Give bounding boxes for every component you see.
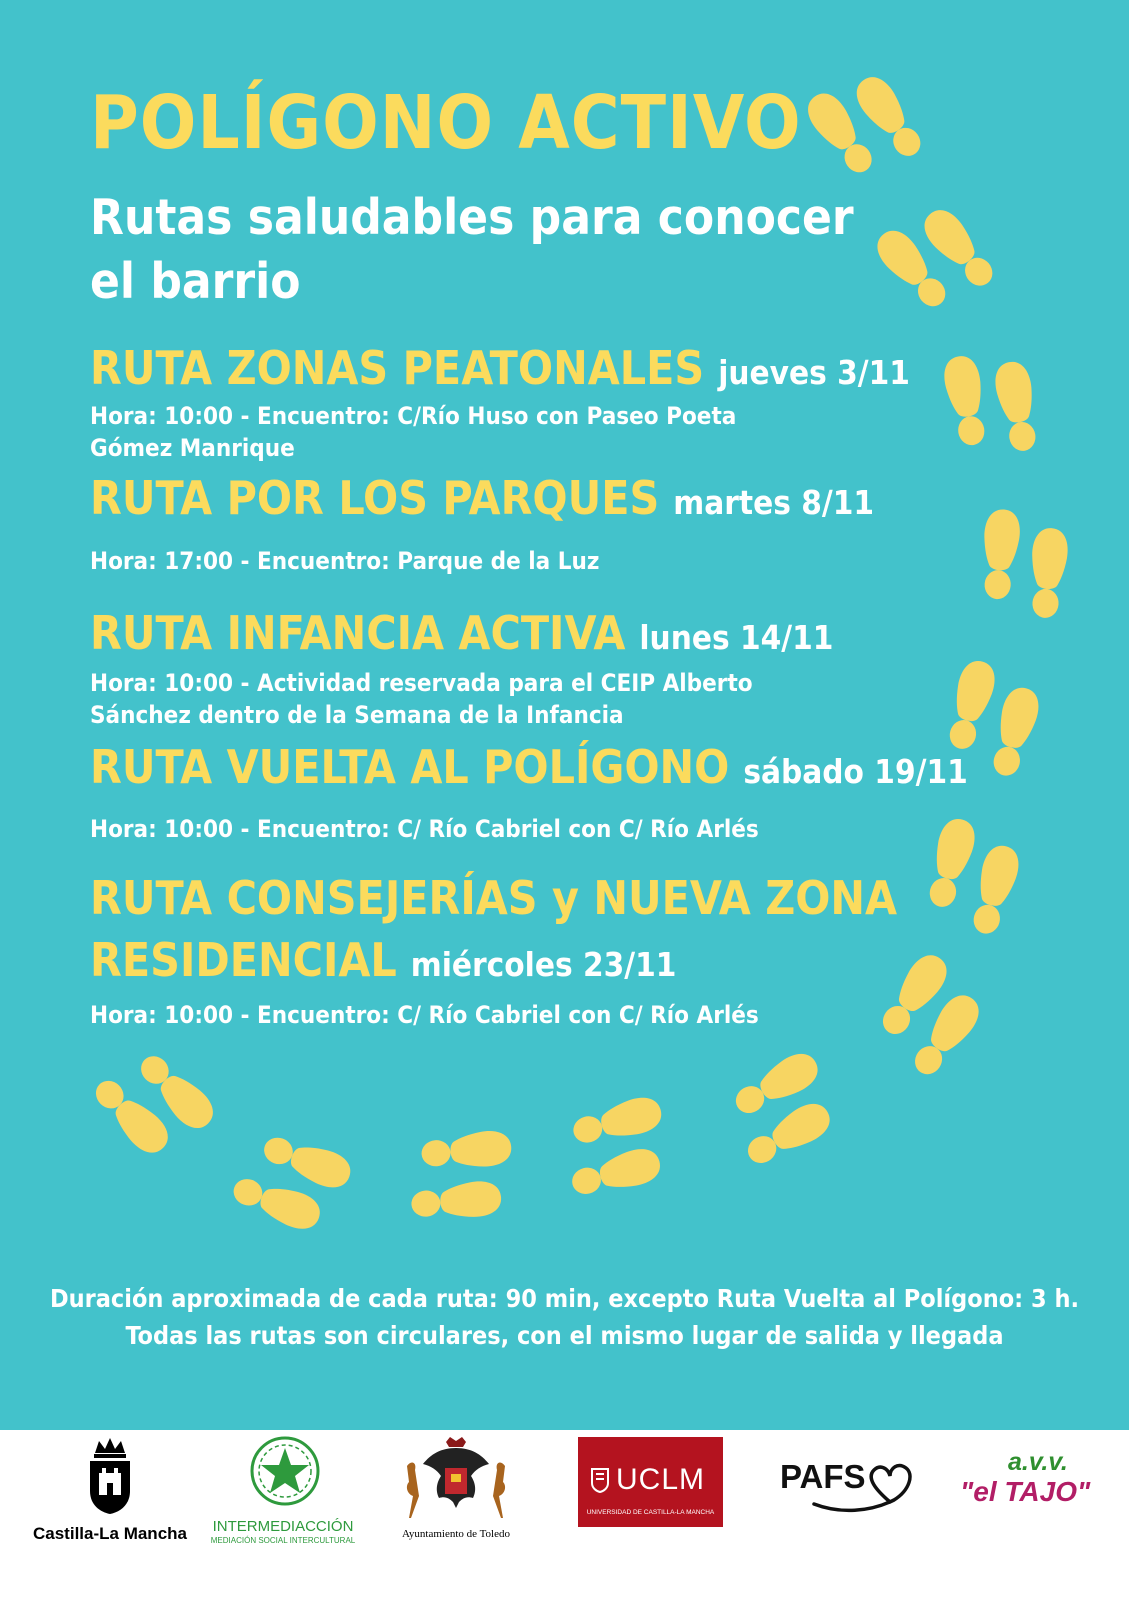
route-info: Hora: 10:00 - Encuentro: C/Río Huso con Paseo Poeta Gómez Manrique [90, 402, 737, 462]
footnote-duration: Duración aproximada de cada ruta: 90 min, excepto Ruta Vuelta al Polígono: 3 h. [49, 1284, 1080, 1313]
uclm-label: UCLM [616, 1463, 706, 1496]
route-title [90, 930, 676, 995]
tajo-name-label: "el TAJO" [960, 1476, 1091, 1507]
poster-title: POLÍGONO ACTIVO [90, 80, 802, 166]
route-name: RESIDENCIAL [90, 933, 397, 987]
footnote-circular: Todas las rutas son circulares, con el mismo lugar de salida y llegada [125, 1321, 1004, 1350]
uclm-emblem-icon [590, 1467, 610, 1493]
uclm-sublabel: UNIVERSIDAD DE CASTILLA-LA MANCHA [586, 1509, 715, 1516]
clm-label: Castilla-La Mancha [33, 1524, 187, 1543]
route-title: RUTA CONSEJERÍAS y NUEVA ZONA [90, 871, 898, 925]
route-name: RUTA ZONAS PEATONALES [90, 341, 705, 395]
route-date: miércoles 23/11 [410, 945, 677, 984]
route-title [90, 468, 874, 533]
intermediaccion-sublabel: MEDIACIÓN SOCIAL INTERCULTURAL [210, 1536, 356, 1545]
pafs-label: PAFS [780, 1458, 866, 1495]
route-date: martes 8/11 [673, 483, 875, 522]
route-date: jueves 3/11 [718, 353, 910, 392]
logo-bar [0, 1430, 1129, 1597]
route-info: Hora: 10:00 - Actividad reservada para el CEIP Alberto Sánchez dentro de la Semana de la Infancia [90, 669, 753, 729]
intermediaccion-label: INTERMEDIACCIÓN [212, 1518, 354, 1535]
route-info: Hora: 17:00 - Encuentro: Parque de la Luz [90, 547, 600, 575]
heart-icon [810, 1460, 920, 1520]
coat-of-arms-icon [401, 1436, 511, 1524]
logo-uclm [578, 1437, 723, 1527]
logo-castilla-la-mancha [25, 1430, 195, 1560]
crown-icon [85, 1435, 135, 1515]
route-date: sábado 19/11 [743, 752, 968, 791]
toledo-label: Ayuntamiento de Toledo [402, 1528, 510, 1540]
route-name: RUTA POR LOS PARQUES [90, 471, 660, 525]
poster-subtitle: Rutas saludables para conocer el barrio [90, 189, 854, 310]
route-info: Hora: 10:00 - Encuentro: C/ Río Cabriel con C/ Río Arlés [90, 815, 759, 843]
route-title [90, 603, 833, 668]
star-icon [248, 1434, 322, 1508]
route-date: lunes 14/11 [639, 618, 834, 657]
route-title [90, 338, 910, 403]
route-info: Hora: 10:00 - Encuentro: C/ Río Cabriel con C/ Río Arlés [90, 1001, 759, 1029]
logo-avv-el-tajo [960, 1430, 1110, 1530]
route-name: RUTA VUELTA AL POLÍGONO [90, 740, 730, 794]
logo-ayuntamiento-toledo [391, 1430, 521, 1560]
logo-intermediaccion [208, 1430, 358, 1560]
route-name: RUTA INFANCIA ACTIVA [90, 606, 626, 660]
route-title [90, 737, 968, 802]
logo-pafs [780, 1430, 920, 1530]
tajo-av-label: a.v.v. [1008, 1448, 1068, 1476]
